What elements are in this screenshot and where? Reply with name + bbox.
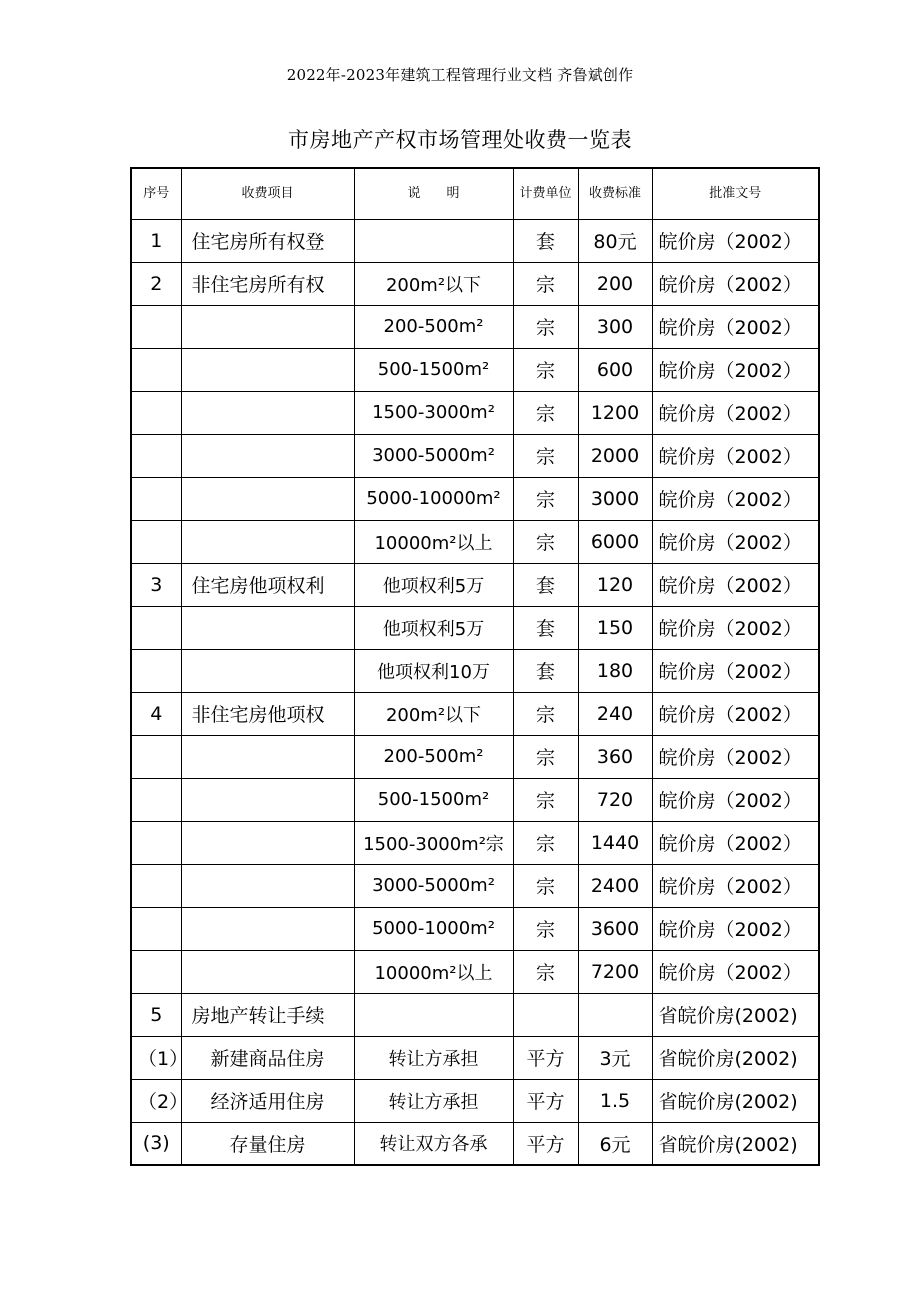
cell-approval: 省皖价房(2002) — [652, 1122, 819, 1165]
cell-approval: 省皖价房(2002) — [652, 1036, 819, 1079]
cell-description: 500-1500m² — [354, 778, 513, 821]
cell-unit: 宗 — [513, 778, 578, 821]
cell-description: 5000-10000m² — [354, 477, 513, 520]
cell-description: 500-1500m² — [354, 348, 513, 391]
cell-fee: 6000 — [578, 520, 652, 563]
cell-unit: 宗 — [513, 391, 578, 434]
cell-no: 1 — [131, 219, 181, 262]
table-row — [131, 950, 819, 993]
cell-unit: 宗 — [513, 735, 578, 778]
cell-approval: 皖价房（2002） — [652, 219, 819, 262]
cell-fee: 720 — [578, 778, 652, 821]
cell-fee: 7200 — [578, 950, 652, 993]
table-row — [131, 305, 819, 348]
cell-item — [181, 305, 354, 348]
table-row — [131, 993, 819, 1036]
cell-fee: 3000 — [578, 477, 652, 520]
document-title: 市房地产产权市场管理处收费一览表 — [288, 128, 632, 152]
cell-no — [131, 649, 181, 692]
cell-unit: 宗 — [513, 864, 578, 907]
cell-description: 1500-3000m² — [354, 391, 513, 434]
cell-unit: 宗 — [513, 692, 578, 735]
cell-no — [131, 391, 181, 434]
cell-unit: 宗 — [513, 520, 578, 563]
cell-item: 房地产转让手续 — [181, 993, 354, 1036]
cell-approval: 皖价房（2002） — [652, 391, 819, 434]
cell-unit: 宗 — [513, 477, 578, 520]
cell-unit: 宗 — [513, 262, 578, 305]
cell-item — [181, 391, 354, 434]
cell-fee: 80元 — [578, 219, 652, 262]
column-header-item: 收费项目 — [181, 168, 354, 219]
table-row — [131, 778, 819, 821]
cell-item — [181, 477, 354, 520]
table-row — [131, 1122, 819, 1165]
table-row — [131, 219, 819, 262]
cell-description: 10000m²以上 — [354, 950, 513, 993]
cell-item: 非住宅房所有权 — [181, 262, 354, 305]
table-row — [131, 735, 819, 778]
cell-fee: 3元 — [578, 1036, 652, 1079]
cell-approval: 省皖价房(2002) — [652, 993, 819, 1036]
cell-fee: 1440 — [578, 821, 652, 864]
table-row — [131, 649, 819, 692]
cell-approval: 皖价房（2002） — [652, 692, 819, 735]
cell-unit: 宗 — [513, 950, 578, 993]
table-row — [131, 907, 819, 950]
column-header-fee: 收费标准 — [578, 168, 652, 219]
cell-no — [131, 778, 181, 821]
cell-description: 5000-1000m² — [354, 907, 513, 950]
cell-unit: 平方 — [513, 1036, 578, 1079]
cell-no — [131, 606, 181, 649]
cell-description: 3000-5000m² — [354, 434, 513, 477]
cell-no — [131, 907, 181, 950]
table-body — [131, 219, 819, 1165]
column-header-approval: 批准文号 — [652, 168, 819, 219]
cell-approval: 皖价房（2002） — [652, 305, 819, 348]
cell-description: 10000m²以上 — [354, 520, 513, 563]
cell-item — [181, 520, 354, 563]
cell-approval: 皖价房（2002） — [652, 434, 819, 477]
cell-fee: 200 — [578, 262, 652, 305]
cell-approval: 皖价房（2002） — [652, 649, 819, 692]
table-row — [131, 348, 819, 391]
cell-approval: 皖价房（2002） — [652, 563, 819, 606]
cell-approval: 皖价房（2002） — [652, 606, 819, 649]
table-row — [131, 1036, 819, 1079]
cell-item — [181, 864, 354, 907]
cell-approval: 皖价房（2002） — [652, 864, 819, 907]
column-header-no: 序号 — [131, 168, 181, 219]
cell-item: 存量住房 — [181, 1122, 354, 1165]
cell-unit: 平方 — [513, 1079, 578, 1122]
cell-description: 3000-5000m² — [354, 864, 513, 907]
cell-fee: 600 — [578, 348, 652, 391]
cell-item — [181, 606, 354, 649]
cell-approval: 皖价房（2002） — [652, 520, 819, 563]
cell-description — [354, 219, 513, 262]
cell-item: 住宅房他项权利 — [181, 563, 354, 606]
cell-no: （2） — [131, 1079, 181, 1122]
cell-unit: 宗 — [513, 907, 578, 950]
cell-fee: 180 — [578, 649, 652, 692]
cell-description: 200m²以下 — [354, 262, 513, 305]
table-row — [131, 262, 819, 305]
cell-description: 200m²以下 — [354, 692, 513, 735]
cell-no — [131, 520, 181, 563]
cell-no — [131, 735, 181, 778]
cell-no — [131, 821, 181, 864]
cell-fee: 2400 — [578, 864, 652, 907]
cell-fee: 6元 — [578, 1122, 652, 1165]
cell-approval: 皖价房（2002） — [652, 778, 819, 821]
table-row — [131, 434, 819, 477]
cell-approval: 皖价房（2002） — [652, 735, 819, 778]
cell-approval: 皖价房（2002） — [652, 477, 819, 520]
cell-item — [181, 907, 354, 950]
cell-no — [131, 477, 181, 520]
cell-approval: 皖价房（2002） — [652, 907, 819, 950]
cell-description: 转让方承担 — [354, 1036, 513, 1079]
cell-no: (3) — [131, 1122, 181, 1165]
cell-fee: 240 — [578, 692, 652, 735]
cell-item — [181, 778, 354, 821]
cell-unit: 套 — [513, 649, 578, 692]
cell-no — [131, 434, 181, 477]
cell-fee: 360 — [578, 735, 652, 778]
column-header-unit: 计费单位 — [513, 168, 578, 219]
table-row — [131, 606, 819, 649]
cell-unit: 套 — [513, 219, 578, 262]
cell-fee: 3600 — [578, 907, 652, 950]
cell-approval: 皖价房（2002） — [652, 950, 819, 993]
cell-approval: 皖价房（2002） — [652, 821, 819, 864]
cell-item — [181, 821, 354, 864]
table-row — [131, 477, 819, 520]
cell-no: 2 — [131, 262, 181, 305]
cell-item — [181, 348, 354, 391]
cell-fee: 2000 — [578, 434, 652, 477]
cell-item — [181, 649, 354, 692]
cell-item — [181, 735, 354, 778]
cell-unit: 套 — [513, 606, 578, 649]
cell-item: 经济适用住房 — [181, 1079, 354, 1122]
cell-item — [181, 434, 354, 477]
column-header-description: 说 明 — [354, 168, 513, 219]
cell-unit — [513, 993, 578, 1036]
cell-approval: 皖价房（2002） — [652, 348, 819, 391]
table-row — [131, 864, 819, 907]
cell-no: 3 — [131, 563, 181, 606]
cell-unit: 宗 — [513, 348, 578, 391]
cell-description: 1500-3000m²宗 — [354, 821, 513, 864]
cell-description — [354, 993, 513, 1036]
cell-unit: 平方 — [513, 1122, 578, 1165]
cell-no: 5 — [131, 993, 181, 1036]
cell-fee: 300 — [578, 305, 652, 348]
cell-item — [181, 950, 354, 993]
fee-table — [130, 167, 820, 1166]
cell-no — [131, 348, 181, 391]
cell-description: 200-500m² — [354, 305, 513, 348]
cell-no: （1） — [131, 1036, 181, 1079]
header-row — [131, 168, 819, 219]
cell-description: 他项权利5万 — [354, 563, 513, 606]
cell-fee: 1200 — [578, 391, 652, 434]
cell-item: 非住宅房他项权 — [181, 692, 354, 735]
cell-description: 他项权利5万 — [354, 606, 513, 649]
table-row — [131, 692, 819, 735]
page-header: 2022年-2023年建筑工程管理行业文档 齐鲁斌创作 — [286, 66, 634, 84]
cell-no: 4 — [131, 692, 181, 735]
cell-fee — [578, 993, 652, 1036]
table-header — [131, 168, 819, 219]
cell-unit: 套 — [513, 563, 578, 606]
table-row — [131, 821, 819, 864]
cell-description: 转让方承担 — [354, 1079, 513, 1122]
cell-fee: 120 — [578, 563, 652, 606]
table-row — [131, 520, 819, 563]
cell-unit: 宗 — [513, 434, 578, 477]
cell-fee: 1.5 — [578, 1079, 652, 1122]
cell-fee: 150 — [578, 606, 652, 649]
cell-no — [131, 864, 181, 907]
cell-description: 转让双方各承 — [354, 1122, 513, 1165]
cell-item: 住宅房所有权登 — [181, 219, 354, 262]
cell-no — [131, 305, 181, 348]
cell-no — [131, 950, 181, 993]
cell-unit: 宗 — [513, 305, 578, 348]
table-row — [131, 1079, 819, 1122]
cell-approval: 省皖价房(2002) — [652, 1079, 819, 1122]
cell-description: 他项权利10万 — [354, 649, 513, 692]
cell-item: 新建商品住房 — [181, 1036, 354, 1079]
cell-description: 200-500m² — [354, 735, 513, 778]
table-row — [131, 563, 819, 606]
table-row — [131, 391, 819, 434]
cell-approval: 皖价房（2002） — [652, 262, 819, 305]
cell-unit: 宗 — [513, 821, 578, 864]
